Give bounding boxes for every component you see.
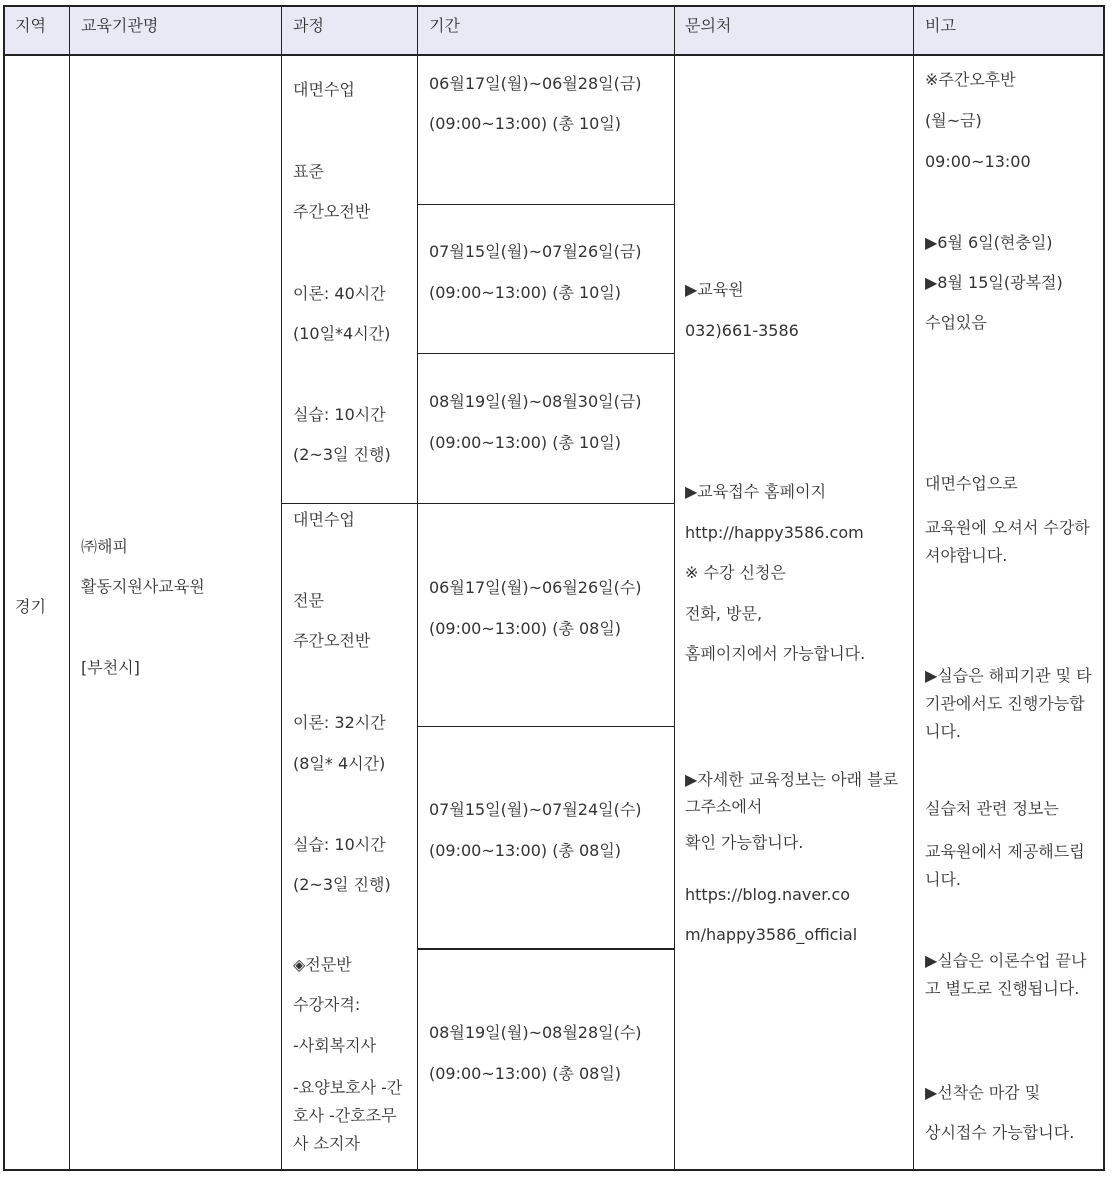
col-divider-4 — [674, 7, 675, 1169]
course-exp-8: ◈전문반 — [293, 955, 352, 974]
course-exp-5: (8일* 4시간) — [293, 754, 386, 773]
period-3-date: 08월19일(월)~08월30일(금) — [429, 392, 642, 411]
contact-2: 032)661-3586 — [685, 321, 799, 340]
institution-line-1: ㈜해피 — [81, 537, 128, 556]
col-divider-1 — [69, 7, 70, 1169]
header-institution: 교육기관명 — [81, 16, 159, 35]
header-period: 기간 — [429, 16, 460, 35]
course-exp-3: 주간오전반 — [293, 631, 371, 650]
note-10: 실습처 관련 정보는 — [925, 799, 1059, 818]
course-exp-2: 전문 — [293, 591, 324, 610]
period-6-date: 08월19일(월)~08월28일(수) — [429, 1023, 642, 1042]
region-cell: 경기 — [15, 597, 46, 616]
period-2-time: (09:00~13:00) (총 10일) — [429, 283, 622, 302]
contact-10[interactable]: https://blog.naver.com/happy3586_official — [685, 885, 858, 944]
course-exp-4: 이론: 32시간 — [293, 713, 386, 732]
header-contact: 문의처 — [685, 16, 732, 35]
course-std-3: 주간오전반 — [293, 202, 371, 221]
institution-line-3: [부천시] — [81, 658, 140, 677]
period-5-date: 07월15일(월)~07월24일(수) — [429, 800, 642, 819]
period-3-time: (09:00~13:00) (총 10일) — [429, 433, 622, 452]
period-5-time: (09:00~13:00) (총 08일) — [429, 841, 622, 860]
contact-1: ▶교육원 — [685, 280, 744, 299]
header-row — [5, 7, 1103, 54]
note-14: 상시접수 가능합니다. — [925, 1123, 1075, 1142]
note-7: 대면수업으로 — [925, 474, 1018, 493]
note-6: 수업있음 — [925, 313, 987, 332]
period-2-date: 07월15일(월)~07월26일(금) — [429, 242, 642, 261]
contact-4[interactable]: http://happy3586.com — [685, 523, 864, 542]
period-4-time: (09:00~13:00) (총 08일) — [429, 619, 622, 638]
col-divider-5 — [913, 7, 914, 1169]
course-exp-11: -요양보호사 -간호사 -간호조무사 소지자 — [293, 1078, 403, 1153]
note-3: 09:00~13:00 — [925, 152, 1031, 171]
period-1-date: 06월17일(월)~06월28일(금) — [429, 74, 642, 93]
note-9: ▶실습은 해피기관 및 타기관에서도 진행가능합니다. — [925, 666, 1092, 741]
period-divider-3 — [281, 503, 674, 504]
period-4-date: 06월17일(월)~06월26일(수) — [429, 578, 642, 597]
course-std-1: 대면수업 — [293, 80, 355, 99]
contact-8: ▶자세한 교육정보는 아래 블로그주소에서 — [685, 770, 899, 816]
col-divider-2 — [281, 7, 282, 1169]
course-table — [3, 5, 1105, 1171]
course-exp-1: 대면수업 — [293, 510, 355, 529]
period-1-time: (09:00~13:00) (총 10일) — [429, 114, 622, 133]
course-exp-6: 실습: 10시간 — [293, 835, 386, 854]
contact-7: 홈페이지에서 가능합니다. — [685, 644, 866, 663]
note-1: ※주간오후반 — [925, 70, 1016, 89]
course-std-6: 실습: 10시간 — [293, 405, 386, 424]
contact-9: 확인 가능합니다. — [685, 833, 804, 852]
note-5: ▶8월 15일(광복절) — [925, 273, 1063, 292]
institution-line-2: 활동지원사교육원 — [81, 577, 205, 596]
course-exp-9: 수강자격: — [293, 995, 361, 1014]
header-notes: 비고 — [925, 16, 956, 35]
note-2: (월~금) — [925, 111, 982, 130]
contact-5: ※ 수강 신청은 — [685, 563, 786, 582]
period-6-time: (09:00~13:00) (총 08일) — [429, 1064, 622, 1083]
course-exp-10: -사회복지사 — [293, 1036, 377, 1055]
course-std-2: 표준 — [293, 162, 324, 181]
course-exp-7: (2~3일 진행) — [293, 875, 391, 894]
col-divider-3 — [417, 7, 418, 1169]
header-region: 지역 — [15, 16, 46, 35]
course-std-4: 이론: 40시간 — [293, 284, 386, 303]
period-divider-2 — [417, 353, 674, 354]
period-divider-1 — [417, 204, 674, 205]
course-std-5: (10일*4시간) — [293, 324, 391, 343]
period-divider-4 — [417, 726, 674, 727]
course-std-7: (2~3일 진행) — [293, 445, 391, 464]
header-divider — [5, 54, 1103, 56]
note-12: ▶실습은 이론수업 끝나고 별도로 진행됩니다. — [925, 951, 1087, 998]
header-course: 과정 — [293, 16, 324, 35]
note-8: 교육원에 오셔서 수강하셔야합니다. — [925, 518, 1090, 565]
contact-6: 전화, 방문, — [685, 604, 763, 623]
note-11: 교육원에서 제공해드립니다. — [925, 842, 1085, 889]
contact-3: ▶교육접수 홈페이지 — [685, 482, 827, 501]
note-13: ▶선착순 마감 및 — [925, 1083, 1041, 1102]
note-4: ▶6월 6일(현충일) — [925, 233, 1053, 252]
period-divider-5 — [417, 948, 674, 950]
